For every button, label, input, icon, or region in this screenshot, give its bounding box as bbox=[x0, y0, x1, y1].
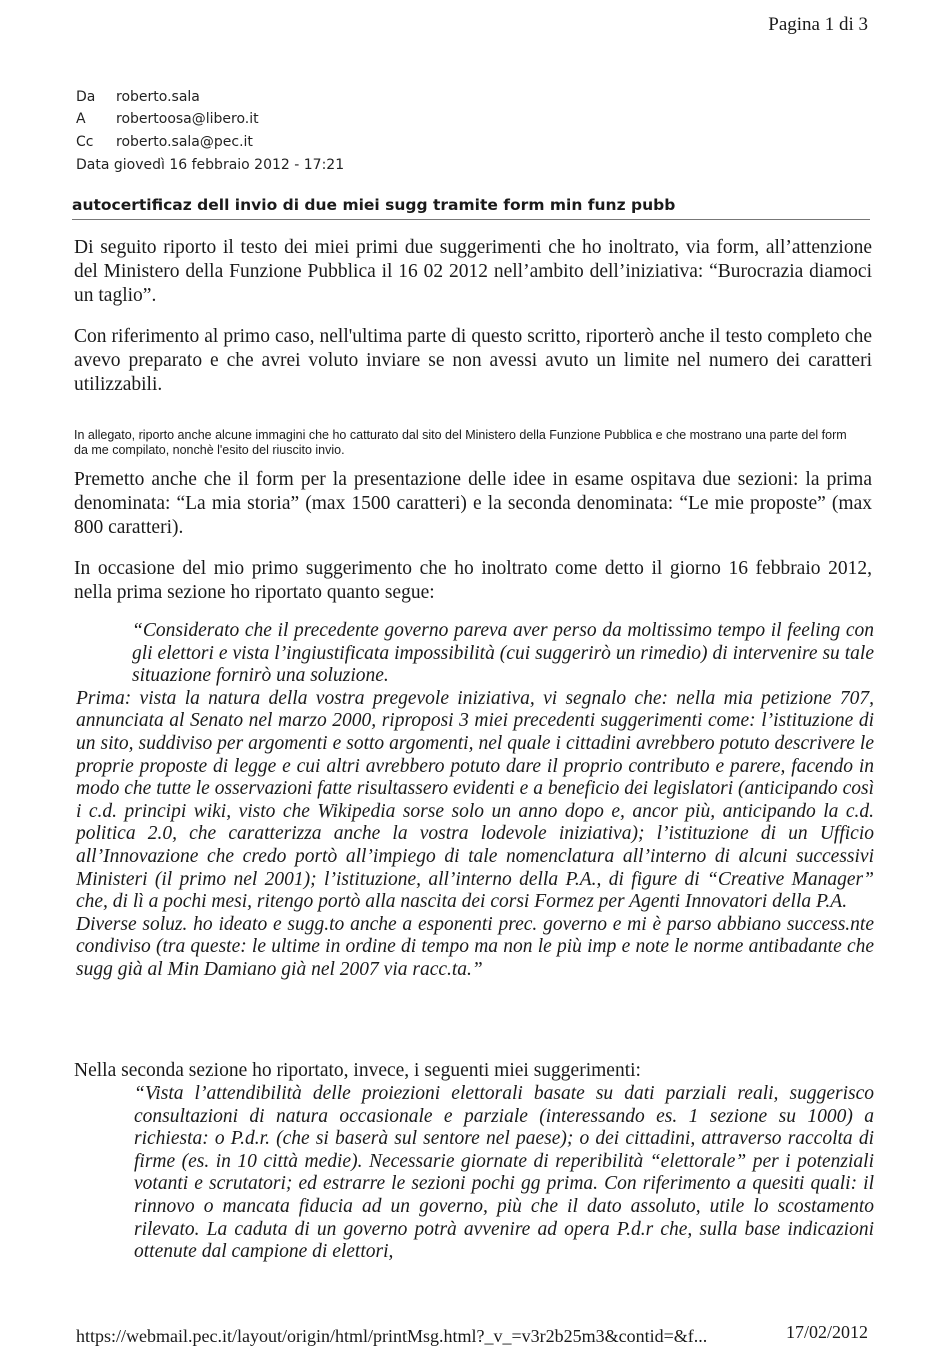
to-value[interactable]: robertoosa@libero.it bbox=[116, 111, 259, 127]
body-paragraph-4: In occasione del mio primo suggerimento che ho inoltrato come detto il giorno 16 febbraio 2012, nella prima sezione ho riportato quanto segue: bbox=[74, 558, 872, 603]
quote-intro: “Considerato che il precedente governo pareva aver perso da moltissimo tempo il feeling con gli elettori e vista l’ingiustificata impossibilità (cui suggerirò un rimedio) di intervenire su tale situazione fornirò una soluzione. bbox=[132, 620, 874, 687]
quote-prima: Prima: vista la natura della vostra pregevole iniziativa, vi segnalo che: nella mia petizione 707, annunciata al Senato nel marzo 2000, riproposi 3 miei precedenti suggerimenti come: l’istituzione di un sito, suddiviso per argomenti e sotto argomenti, nel quale i cittadini avrebbero potuto descrivere le proprie proposte di legge e cui altri avrebbero potuto dare il proprio contributo e parere, facendo in modo che tutte le osservazioni fatte risultassero evidenti e a beneficio dei legislatori (anticipando così i c.d. principi wiki, visto che Wikipedia sorse solo un anno dopo e, ancor più, anticipando la c.d. politica 2.0, che caratterizza anche la vostra lodevole iniziativa); l’istituzione di un Ufficio all’Innovazione che credo portò all’impiego di tale nomenclatura all’interno di alcuni successivi Ministeri (il primo nel 2001); l’istituzione, all’interno della P.A., di figure di “Creative Manager” che, di lì a pochi mesi, ritengo portò alla nascita dei corsi Formez per Agenti Innovatori della P.A. bbox=[76, 687, 874, 913]
page-number: Pagina 1 di 3 bbox=[768, 14, 868, 35]
footer-date: 17/02/2012 bbox=[786, 1322, 869, 1342]
from-value[interactable]: roberto.sala bbox=[116, 89, 200, 105]
body-paragraph-5: Nella seconda sezione ho riportato, invece, i seguenti miei suggerimenti: bbox=[74, 1060, 641, 1081]
date-value: giovedì 16 febbraio 2012 - 17:21 bbox=[113, 157, 345, 173]
cc-value[interactable]: roberto.sala@pec.it bbox=[116, 134, 253, 150]
attachment-note: In allegato, riporto anche alcune immagini che ho catturato dal sito del Ministero della Funzione Pubblica e che mostrano una parte del form da me compilato, nonchè l'esito del riuscito invio. bbox=[74, 428, 847, 457]
first-suggestion-quote bbox=[74, 620, 874, 982]
date-label: Data bbox=[76, 157, 110, 173]
email-subject: autocertificaz dell invio di due miei sugg tramite form min funz pubb bbox=[72, 196, 676, 214]
header-to bbox=[76, 111, 259, 127]
footer-url[interactable]: https://webmail.pec.it/layout/origin/html/printMsg.html?_v_=v3r2b25m3&contid=&f... bbox=[76, 1326, 708, 1346]
body-paragraph-1: Di seguito riporto il testo dei miei primi due suggerimenti che ho inoltrato, via form, all’attenzione del Ministero della Funzione Pubblica il 16 02 2012 nell’ambito dell’iniziativa: “Burocrazia diamoci un taglio”. bbox=[74, 237, 872, 306]
second-suggestion-quote bbox=[134, 1083, 874, 1264]
header-from bbox=[76, 89, 200, 105]
quote-diverse: Diverse soluz. ho ideato e sugg.to anche a esponenti prec. governo e mi è parso abbiano success.nte condiviso (tra queste: le ultime in ordine di tempo ma non le più imp e note le norme antibadante che sugg già al Min Damiano già nel 2007 via racc.ta.” bbox=[76, 913, 874, 980]
from-label: Da bbox=[76, 89, 96, 105]
quote-second-section: “Vista l’attendibilità delle proiezioni elettorali basate su dati parziali reali, suggerisco consultazioni di natura occasionale e parziale (interessando es. 1 sezione su 1000) a richiesta: o P.d.r. (che si baserà sul sentore nel paese); o dei cittadini, attraverso raccolta di firme (es. in 10 città medie). Necessarie giornate di reperibilità “elettorale” per i potenziali votanti e scrutatori; ed estrarre le sezioni pochi gg prima. Con riferimento a quesiti quali: il rinnovo o mancata fiducia ad un governo, più che il dato assoluto, utile lo scostamento rilevato. La caduta di un governo potrà avvenire ad opera P.d.r che, sulla base indicazioni ottenute dal campione di elettori, bbox=[134, 1083, 874, 1263]
cc-label: Cc bbox=[76, 134, 94, 150]
header-date bbox=[76, 157, 344, 173]
body-paragraph-3: Premetto anche che il form per la presentazione delle idee in esame ospitava due sezioni: la prima denominata: “La mia storia” (max 1500 caratteri) e la seconda denominata: “Le mie proposte” (max 800 caratteri). bbox=[74, 469, 872, 538]
body-paragraph-2: Con riferimento al primo caso, nell'ultima parte di questo scritto, riporterò anche il testo completo che avevo preparato e che avrei voluto inviare se non avessi avuto un limite nel numero dei caratteri utilizzabili. bbox=[74, 326, 872, 395]
to-label: A bbox=[76, 111, 86, 127]
subject-divider bbox=[72, 219, 870, 220]
header-cc bbox=[76, 134, 253, 150]
